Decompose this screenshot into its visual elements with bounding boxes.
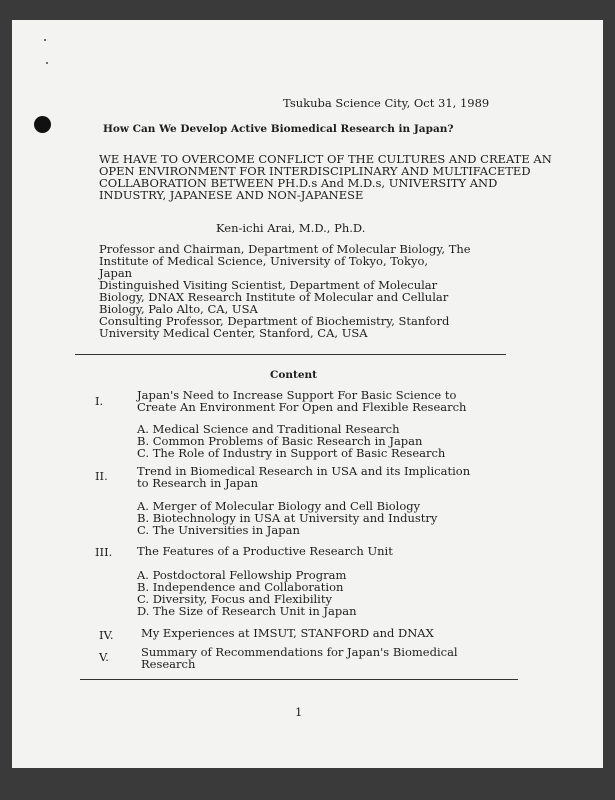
section-item: C. The Universities in Japan [137, 523, 300, 537]
divider-bottom [80, 679, 518, 680]
affiliation-line: Distinguished Visiting Scientist, Department of Molecular [99, 278, 438, 292]
section-title-line: My Experiences at IMSUT, STANFORD and DNAX [141, 626, 434, 640]
section-title-line: Summary of Recommendations for Japan's Biomedical [141, 645, 458, 659]
scan-speck [46, 62, 48, 64]
affiliation-line: Consulting Professor, Department of Biochemistry, Stanford [99, 314, 450, 328]
document-page [12, 20, 603, 768]
dateline: Tsukuba Science City, Oct 31, 1989 [283, 96, 490, 110]
subtitle-line: INDUSTRY, JAPANESE AND NON-JAPANESE [99, 188, 364, 202]
affiliation-line: Biology, DNAX Research Institute of Molecular and Cellular [99, 290, 449, 304]
section-item: C. The Role of Industry in Support of Basic Research [137, 446, 446, 460]
section-title-line: Create An Environment For Open and Flexible Research [137, 400, 467, 414]
section-numeral: II. [95, 469, 108, 483]
section-item: C. Diversity, Focus and Flexibility [137, 592, 332, 606]
divider-top [75, 354, 506, 355]
section-item: D. The Size of Research Unit in Japan [137, 604, 357, 618]
scan-speck [44, 39, 46, 41]
section-item: B. Common Problems of Basic Research in Japan [137, 434, 423, 448]
section-title-line: Trend in Biomedical Research in USA and its Implication [137, 464, 471, 478]
section-numeral: I. [95, 394, 104, 408]
page-number: 1 [295, 705, 303, 719]
section-item: B. Biotechnology in USA at University and Industry [137, 511, 438, 525]
affiliation-line: Biology, Palo Alto, CA, USA [99, 302, 258, 316]
author: Ken-ichi Arai, M.D., Ph.D. [216, 221, 366, 235]
section-title-line: The Features of a Productive Research Unit [137, 544, 393, 558]
punch-hole [34, 116, 51, 133]
affiliation-line: Professor and Chairman, Department of Molecular Biology, The [99, 242, 471, 256]
affiliation-line: Japan [99, 266, 133, 280]
section-title-line: Research [141, 657, 196, 671]
section-item: A. Merger of Molecular Biology and Cell Biology [137, 499, 421, 513]
affiliation-line: Institute of Medical Science, University of Tokyo, Tokyo, [99, 254, 429, 268]
question-title: How Can We Develop Active Biomedical Research in Japan? [103, 123, 454, 135]
section-numeral: IV. [99, 628, 114, 642]
section-item: A. Postdoctoral Fellowship Program [137, 568, 347, 582]
content-heading: Content [270, 369, 318, 381]
section-item: A. Medical Science and Traditional Research [137, 422, 400, 436]
affiliation-line: University Medical Center, Stanford, CA, USA [99, 326, 368, 340]
section-numeral: V. [99, 650, 109, 664]
subtitle-line: OPEN ENVIRONMENT FOR INTERDISCIPLINARY AND MULTIFACETED [99, 164, 531, 178]
section-numeral: III. [95, 545, 113, 559]
subtitle-line: COLLABORATION BETWEEN PH.D.s And M.D.s, UNIVERSITY AND [99, 176, 498, 190]
section-title-line: to Research in Japan [137, 476, 259, 490]
section-item: B. Independence and Collaboration [137, 580, 344, 594]
subtitle-line: WE HAVE TO OVERCOME CONFLICT OF THE CULTURES AND CREATE AN [99, 152, 552, 166]
section-title-line: Japan's Need to Increase Support For Basic Science to [137, 388, 457, 402]
